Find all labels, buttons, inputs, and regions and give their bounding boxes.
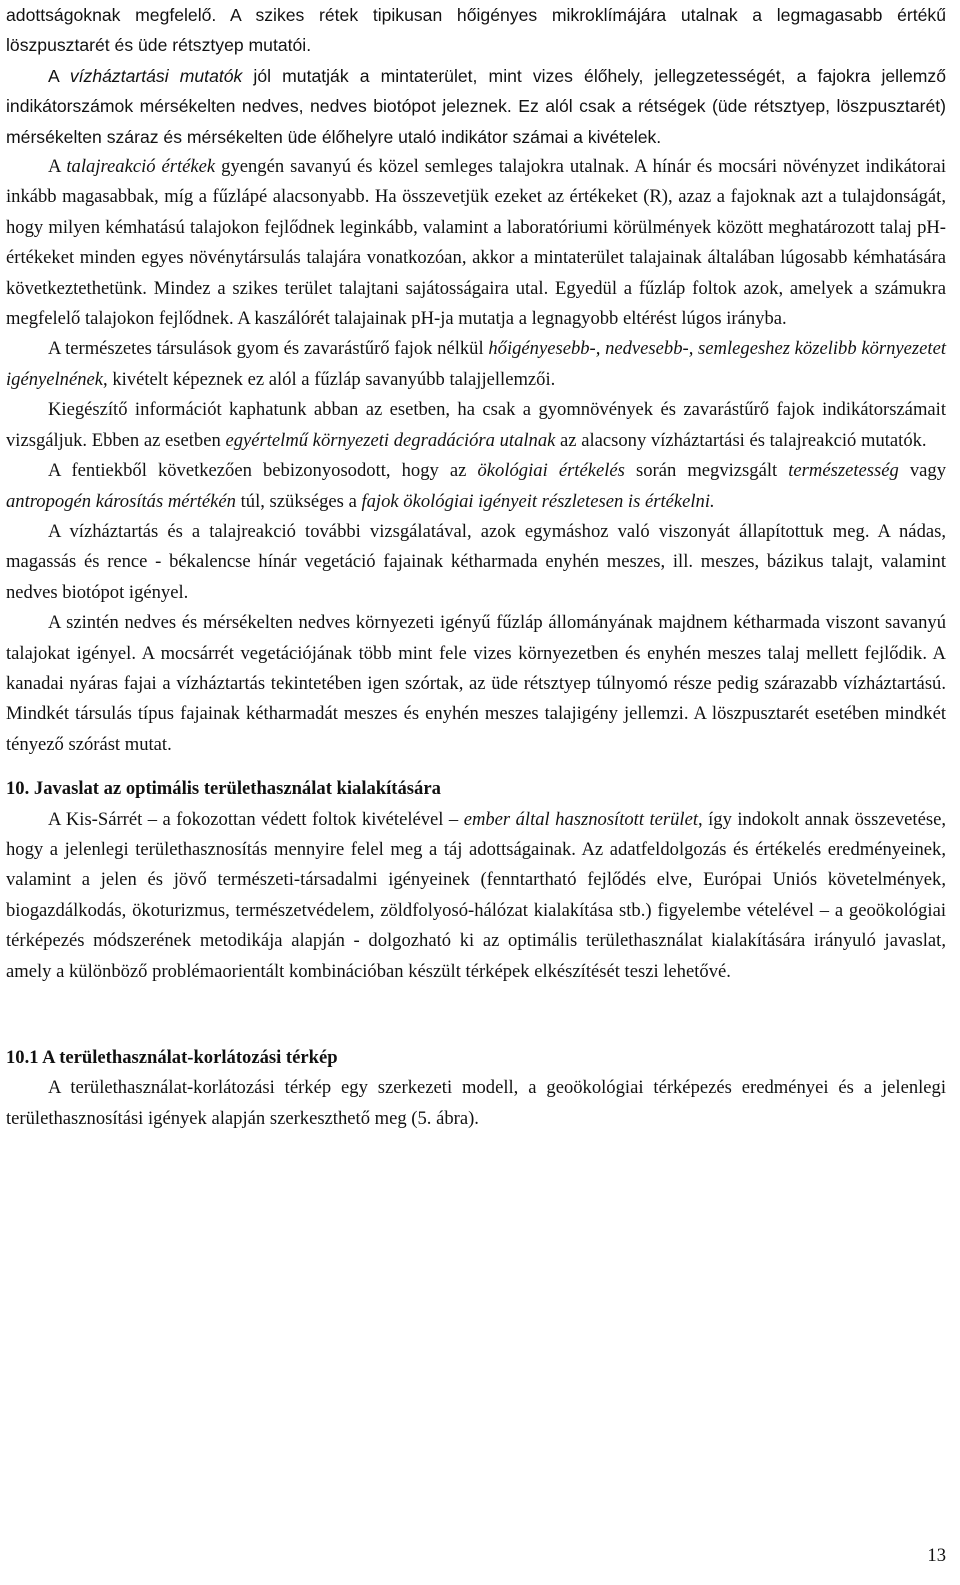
page-number: 13 [927, 1545, 946, 1566]
emphasis-text: antropogén károsítás mértékén [6, 490, 236, 512]
section-spacer [6, 987, 946, 1043]
paragraph-terulethasznalat-korlatozasi [6, 1073, 946, 1134]
emphasis-text: egyértelmű környezeti degradációra utalnak [225, 429, 556, 451]
paragraph-fentiekbol [6, 456, 946, 517]
text-fragment: Kiegészítő információt kaphatunk abban az esetben, ha csak a gyomnövények és zavarástűrő fajok indikátorszámait vizsgáljuk. Ebben az esetben [6, 399, 946, 451]
emphasis-text: talajreakció értékek [66, 156, 216, 178]
section-heading-10: 10. Javaslat az optimális területhasználat kialakítására [6, 778, 441, 800]
text-fragment: vagy [898, 460, 947, 482]
paragraph-kis-sarret [6, 805, 946, 987]
text-fragment: A Kis-Sárrét – a fokozottan védett foltok kivételével – [48, 808, 464, 830]
document-page [6, 0, 946, 1134]
text-fragment: jól mutatják a mintaterület, mint vizes élőhely, jellegzetességét, a fajokra jellemző indikátorszámok mérsékelten nedves, nedves biotópot jeleznek. Ez alól csak a rétségek (üde rétsztyep, löszpusztarét) mérsékelten száraz és mérsékelten üde élőhelyre utaló indikátor számai a kivételek. [6, 65, 946, 147]
section-spacer [6, 760, 946, 774]
text-fragment: túl, szükséges a [235, 490, 362, 512]
text-fragment: során megvizsgált [624, 460, 789, 482]
paragraph-kiegeszito-informacio [6, 395, 946, 456]
paragraph-vizhaztartas-talajreakcio [6, 517, 946, 608]
emphasis-text: ember által hasznosított terület [463, 808, 698, 830]
paragraph-szikes [6, 0, 946, 61]
text-fragment: , így indokolt annak összevetése, hogy a jelenlegi területhasznosítás mennyire felel meg a táj adottságainak. Az adatfeldolgozás és értékelés eredményeinek, valamint a jelen és jövő természeti-társadalmi igényeinek (fenntartható fejlődés elve, Európai Uniós követelmények, biogazdálkodás, ökoturizmus, természetvédelem, zöldfolyosó-hálózat kialakítása stb.) figyelembe vételével – a geoökológiai térképezés módszerének metodikája alapján - dolgozható ki az optimális területhasználat kialakítására irányuló javaslat, amely a különböző problémaorientált kombinációban készült térképek elkészítését teszi lehetővé. [6, 808, 946, 982]
paragraph-text: A vízháztartás és a talajreakció további vizsgálatával, azok egymáshoz való viszonyát állapítottuk meg. A nádas, magassás és rence - békalencse hínár vegetáció fajainak kétharmada enyhén meszes, ill. meszes, bázikus talajt, valamint nedves biotópot igényel. [6, 520, 946, 603]
section-heading-10-1: 10.1 A területhasználat-korlátozási térkép [6, 1047, 338, 1068]
paragraph-text: adottságoknak megfelelő. A szikes rétek tipikusan hőigényes mikroklímájára utalnak a legmagasabb értékű löszpusztarét és üde rétsztyep mutatói. [6, 5, 946, 56]
text-fragment: A [48, 65, 70, 86]
text-fragment: A fentiekből következően bebizonyosodott, hogy az [48, 460, 478, 482]
paragraph-talajreakcio [6, 152, 946, 334]
emphasis-text: természetesség [788, 460, 899, 482]
text-fragment: , kivételt képeznek ez alól a fűzláp savanyúbb talajjellemzői. [103, 368, 556, 390]
paragraph-text: A területhasználat-korlátozási térkép egy szerkezeti modell, a geoökológiai térképezés eredményei és a jelenlegi területhasznosítási igények alapján szerkeszthető meg (5. ábra). [6, 1077, 946, 1129]
text-fragment: A [48, 156, 67, 178]
paragraph-vizhaztartasi-mutatok [6, 61, 946, 152]
paragraph-szinten-nedves [6, 608, 946, 760]
text-fragment: A természetes társulások gyom és zavarástűrő fajok nélkül [48, 338, 489, 360]
emphasis-text: fajok ökológiai igényeit részletesen is értékelni. [361, 490, 715, 512]
text-fragment: gyengén savanyú és közel semleges talajokra utalnak. A hínár és mocsári növényzet indikátorai inkább magasabbak, míg a fűzlápé alacsonyabb. Ha összevetjük ezeket az értékeket (R), azaz a fajoknak azt a tulajdonságát, hogy milyen kémhatású talajokon fejlődnek leginkább, valamint a laboratóriumi körülmények között meghatározott talaj pH-értékeket minden egyes növénytársulás talajára vonatkozóan, akkor a mintaterület talajainak általában lúgosabb kémhatására következtethetünk. Mindez a szikes terület talajtani sajátosságaira utal. Egyedül a fűzláp foltok azok, amelyek a számukra megfelelő talajokon fejlődnek. A kaszálórét talajainak pH-ja mutatja a legnagyobb eltérést lúgos irányba. [6, 156, 946, 330]
paragraph-text: A szintén nedves és mérsékelten nedves környezeti igényű fűzláp állományának majdnem kétharmada viszont savanyú talajokat igényel. A mocsárrét vegetációjának több mint fele vizes környezetben és enyhén meszes talaj mellett fejlődik. A kanadai nyáras fajai a vízháztartás tekintetében igen szórtak, az üde rétsztyep túlnyomó része pedig szárazabb vízháztartású. Mindkét társulás típus fajainak kétharmadát meszes és enyhén meszes talajigény jellemzi. A löszpusztarét esetében mindkét tényező szórást mutat. [6, 612, 946, 755]
emphasis-text: hőigényesebb-, nedvesebb-, semlegeshez közelibb környezetet igényelnének [6, 338, 946, 390]
paragraph-termeszetes-tarsulasok [6, 334, 946, 395]
emphasis-text: vízháztartási mutatók [69, 65, 243, 86]
emphasis-text: ökológiai értékelés [477, 460, 625, 482]
text-fragment: az alacsony vízháztartási és talajreakció mutatók. [555, 429, 927, 451]
